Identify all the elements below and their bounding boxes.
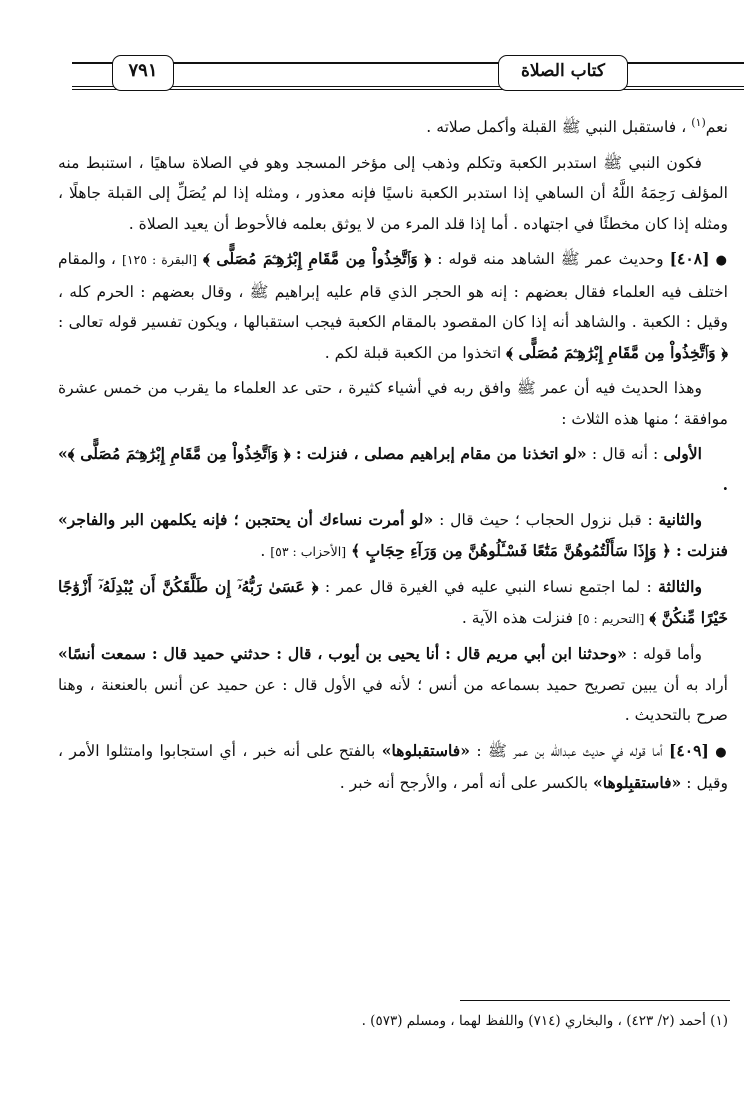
p9-text-c: بالكسر على أنه أمر ، والأرجح أنه خبر . [339, 774, 589, 793]
p7-quran: ﴿ عَسَىٰ رَبُّهُۥٓ إِن طَلَّقَكُنَّ أَن يُبْدِلَهُۥٓ أَزْوَٰجًا خَيْرًا مِّنكُنَّ ﴾ [58, 577, 728, 627]
p1-text-a: نعم [705, 118, 728, 137]
paragraph-hadith-409 [58, 736, 728, 799]
p6-quote: «لو أمرت نساءك أن يحتجبن ؛ فإنه يكلمهن البر والفاجر» فنزلت : [58, 510, 728, 560]
hadith-number-409: [٤٠٩] [668, 740, 709, 760]
bullet-408: ● [715, 253, 728, 269]
header-rule-bottom-2 [72, 89, 744, 90]
p3-text-a: وحديث عمر ﷺ الشاهد منه قوله : [437, 250, 664, 269]
p3-text-c: اتخذوا من الكعبة قبلة لكم . [324, 343, 502, 362]
paragraph-third [58, 572, 728, 634]
paragraph-8 [58, 639, 728, 731]
p6-quran: ﴿ وَإِذَا سَأَلْتُمُوهُنَّ مَتَٰعًا فَسْـَٔلُوهُنَّ مِن وَرَآءِ حِجَابٍ ﴾ [351, 540, 672, 560]
page-body [58, 108, 728, 804]
p5-text: : أنه قال : [591, 445, 659, 464]
paragraph-4: وهذا الحديث فيه أن عمر ﷺ وافق ربه في أشياء كثيرة ، حتى عد العلماء ما يقرب من خمس عشرة موافقة ؛ منها هذه الثلاث : [58, 379, 728, 428]
p1-text-b: ، فاستقبل النبي ﷺ القبلة وأكمل صلاته . [426, 118, 687, 137]
p5-lead: الأولى [663, 444, 702, 464]
p6-lead: والثانية [658, 510, 702, 530]
p6-text: : قبل نزول الحجاب ؛ حيث قال : [439, 511, 653, 530]
p9-quote-1: «فاستقبلوها» [381, 740, 470, 760]
paragraph-2: فكون النبي ﷺ استدبر الكعبة وتكلم وذهب إلى مؤخر المسجد وهو في الصلاة ساهيًا ، استنبط منه المؤلف رَحِمَهُ اللَّهُ أن الساهي إذا استدبر الكعبة ناسيًا فإنه معذور ، ومثله إذا لم يُصَلِّ إلى القبلة جاهلًا ، ومثله إذا كان مخطئًا في اجتهاده . أما إذا قلد المرء من لا يوثق بعلمه فالأحوط أن يعيد الصلاة . [58, 153, 728, 233]
footnote-marker: (١) [691, 116, 706, 129]
p7-text-b: فنزلت هذه الآية . [461, 608, 573, 627]
footnote: (١) أحمد (٢/ ٤٢٣) ، والبخاري (٧١٤) واللفظ لهما ، ومسلم (٥٧٣) . [361, 1013, 728, 1029]
p9-text-a: أما قوله في حديث عبدالله بن عمر ﷺ : [476, 741, 663, 760]
p7-ref: [التحريم : ٥] [577, 610, 645, 626]
p6-end: . [260, 541, 266, 560]
paragraph-hadith-408 [58, 244, 728, 368]
quran-verse-1: ﴿ وَٱتَّخِذُواْ مِن مَّقَامِ إِبْرَٰهِـۧمَ مُصَلًّى ﴾ [203, 249, 432, 269]
p5-end: » . [58, 444, 728, 494]
p3-text-b: ، والمقام اختلف فيه العلماء فقال بعضهم : إنه هو الحجر الذي قام عليه إبراهيم ﷺ ، وقال بعضهم : الحرم كله ، وقيل : الكعبة . والشاهد أنه إذا كان المقصود بالمقام الكعبة فيجب استقبالها ، ويكون تفسير قوله تعالى : [58, 250, 728, 332]
p5-quran: ﴿ وَٱتَّخِذُواْ مِن مَّقَامِ إِبْرَٰهِـۧمَ مُصَلًّى ﴾ [67, 444, 291, 464]
quran-verse-2: ﴿ وَٱتَّخِذُواْ مِن مَّقَامِ إِبْرَٰهِـۧمَ مُصَلًّى ﴾ [506, 342, 728, 362]
p5-quote: «لو اتخذنا من مقام إبراهيم مصلى ، فنزلت : [295, 444, 587, 464]
paragraph-second [58, 505, 728, 567]
p9-quote-2: «فاستقبِلوها» [593, 773, 682, 793]
chapter-title: كتاب الصلاة [498, 55, 628, 91]
bullet-409: ● [715, 744, 728, 760]
p6-ref: [الأحزاب : ٥٣] [270, 543, 347, 559]
hadith-number-408: [٤٠٨] [669, 249, 710, 269]
page-number: ٧٩١ [112, 55, 174, 91]
paragraph-1 [58, 108, 728, 143]
p8-text-a: وأما قوله : [632, 645, 702, 664]
p7-text-a: : لما اجتمع نساء النبي عليه في الغيرة قال عمر : [324, 578, 652, 597]
verse-ref-1: [البقرة : ١٢٥] [121, 252, 197, 268]
p8-text-b: أراد به أن يبين تصريح حميد بسماعه من أنس ؛ لأنه في الأول قال : عن حميد عن أنس بالعنعنة ، وهنا صرح بالتحديث . [58, 675, 728, 725]
footnote-rule [460, 1000, 730, 1001]
paragraph-first [58, 439, 728, 500]
p8-quote: «وحدثنا ابن أبي مريم قال : أنا يحيى بن أيوب ، قال : حدثني حميد قال : سمعت أنسًا» [58, 644, 627, 664]
p9-text-b: بالفتح على أنه خبر ، أي استجابوا وامتثلوا الأمر ، وقيل : [58, 741, 728, 793]
p7-lead: والثالثة [658, 577, 702, 597]
